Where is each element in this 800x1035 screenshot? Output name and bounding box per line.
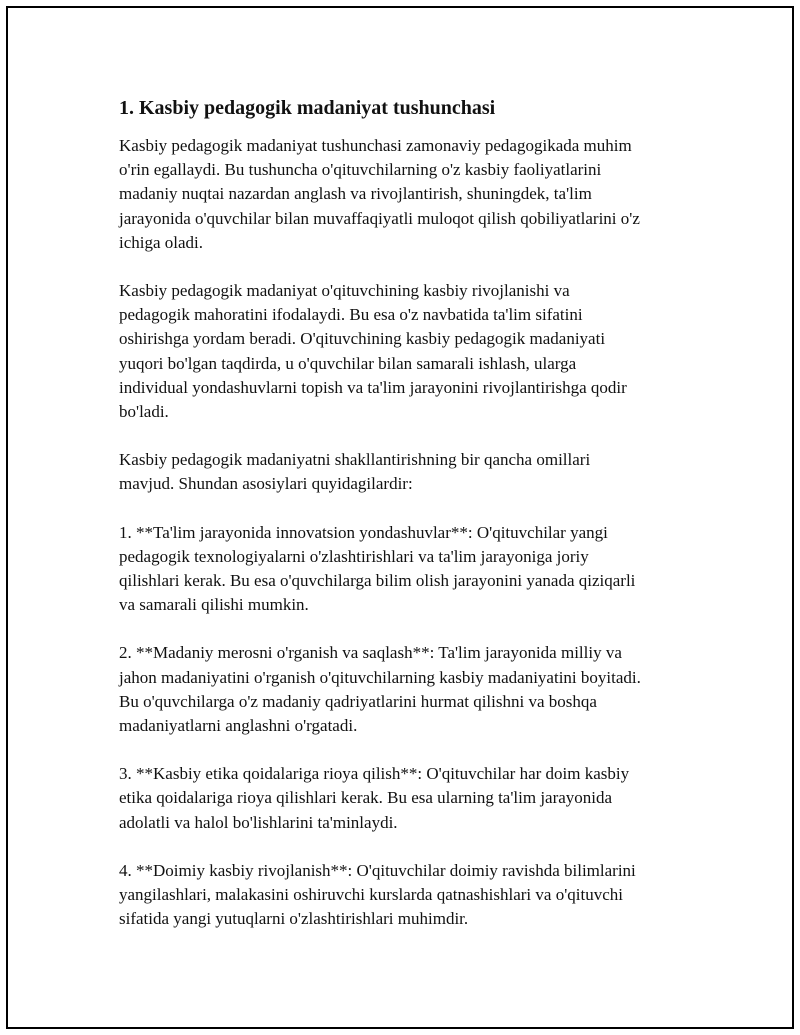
paragraphs-container	[119, 134, 699, 931]
paragraph-5	[119, 641, 699, 738]
text-line: jahon madaniyatini o'rganish o'qituvchilarning kasbiy madaniyatini boyitadi.	[119, 667, 641, 687]
paragraph-3	[119, 448, 699, 496]
paragraph-7	[119, 859, 699, 932]
text-line: adolatli va halol bo'lishlarini ta'minlaydi.	[119, 812, 398, 832]
text-line: oshirishga yordam beradi. O'qituvchining kasbiy pedagogik madaniyati	[119, 329, 606, 349]
paragraph-2	[119, 279, 699, 424]
text-line: 4. **Doimiy kasbiy rivojlanish**: O'qituvchilar doimiy ravishda bilimlarini	[119, 860, 636, 880]
text-line: o'rin egallaydi. Bu tushuncha o'qituvchilarning o'z kasbiy faoliyatlarini	[119, 160, 602, 180]
document-body	[119, 94, 699, 955]
text-line: etika qoidalariga rioya qilishlari kerak. Bu esa ularning ta'lim jarayonida	[119, 788, 613, 808]
paragraph-4	[119, 521, 699, 618]
paragraph-1	[119, 134, 699, 255]
text-line: qilishlari kerak. Bu esa o'quvchilarga bilim olish jarayonini yanada qiziqarli	[119, 571, 636, 591]
text-line: yangilashlari, malakasini oshiruvchi kurslarda qatnashishlari va o'qituvchi	[119, 885, 623, 905]
page-frame	[6, 6, 794, 1029]
text-line: va samarali qilishi mumkin.	[119, 595, 309, 615]
text-line: individual yondashuvlarni topish va ta'lim jarayonini rivojlantirishga qodir	[119, 377, 627, 397]
text-line: madaniyatlarni anglashni o'rgatadi.	[119, 716, 358, 736]
text-line: Bu o'quvchilarga o'z madaniy qadriyatlarini hurmat qilishni va boshqa	[119, 691, 597, 711]
text-line: 3. **Kasbiy etika qoidalariga rioya qilish**: O'qituvchilar har doim kasbiy	[119, 764, 630, 784]
text-line: pedagogik mahoratini ifodalaydi. Bu esa o'z navbatida ta'lim sifatini	[119, 305, 583, 325]
text-line: jarayonida o'quvchilar bilan muvaffaqiyatli muloqot qilish qobiliyatlarini o'z	[119, 208, 640, 228]
text-line: Kasbiy pedagogik madaniyatni shakllantirishning bir qancha omillari	[119, 450, 591, 470]
text-line: Kasbiy pedagogik madaniyat tushunchasi zamonaviy pedagogikada muhim	[119, 136, 632, 155]
text-line: madaniy nuqtai nazardan anglash va rivojlantirish, shuningdek, ta'lim	[119, 184, 592, 204]
text-line: 1. **Ta'lim jarayonida innovatsion yondashuvlar**: O'qituvchilar yangi	[119, 522, 608, 542]
text-line: yuqori bo'lgan taqdirda, u o'quvchilar bilan samarali ishlash, ularga	[119, 353, 577, 373]
text-line: bo'ladi.	[119, 402, 169, 422]
text-line: 2. **Madaniy merosni o'rganish va saqlash**: Ta'lim jarayonida milliy va	[119, 643, 622, 663]
text-line: ichiga oladi.	[119, 232, 204, 252]
paragraph-6	[119, 762, 699, 835]
text-line: sifatida yangi yutuqlarni o'zlashtirishlari muhimdir.	[119, 909, 469, 929]
text-line: Kasbiy pedagogik madaniyat o'qituvchining kasbiy rivojlanishi va	[119, 281, 570, 301]
document-title: 1. Kasbiy pedagogik madaniyat tushunchasi	[119, 97, 496, 119]
text-line: mavjud. Shundan asosiylari quyidagilardir:	[119, 474, 413, 494]
text-line: pedagogik texnologiyalarni o'zlashtirishlari va ta'lim jarayoniga joriy	[119, 546, 589, 566]
